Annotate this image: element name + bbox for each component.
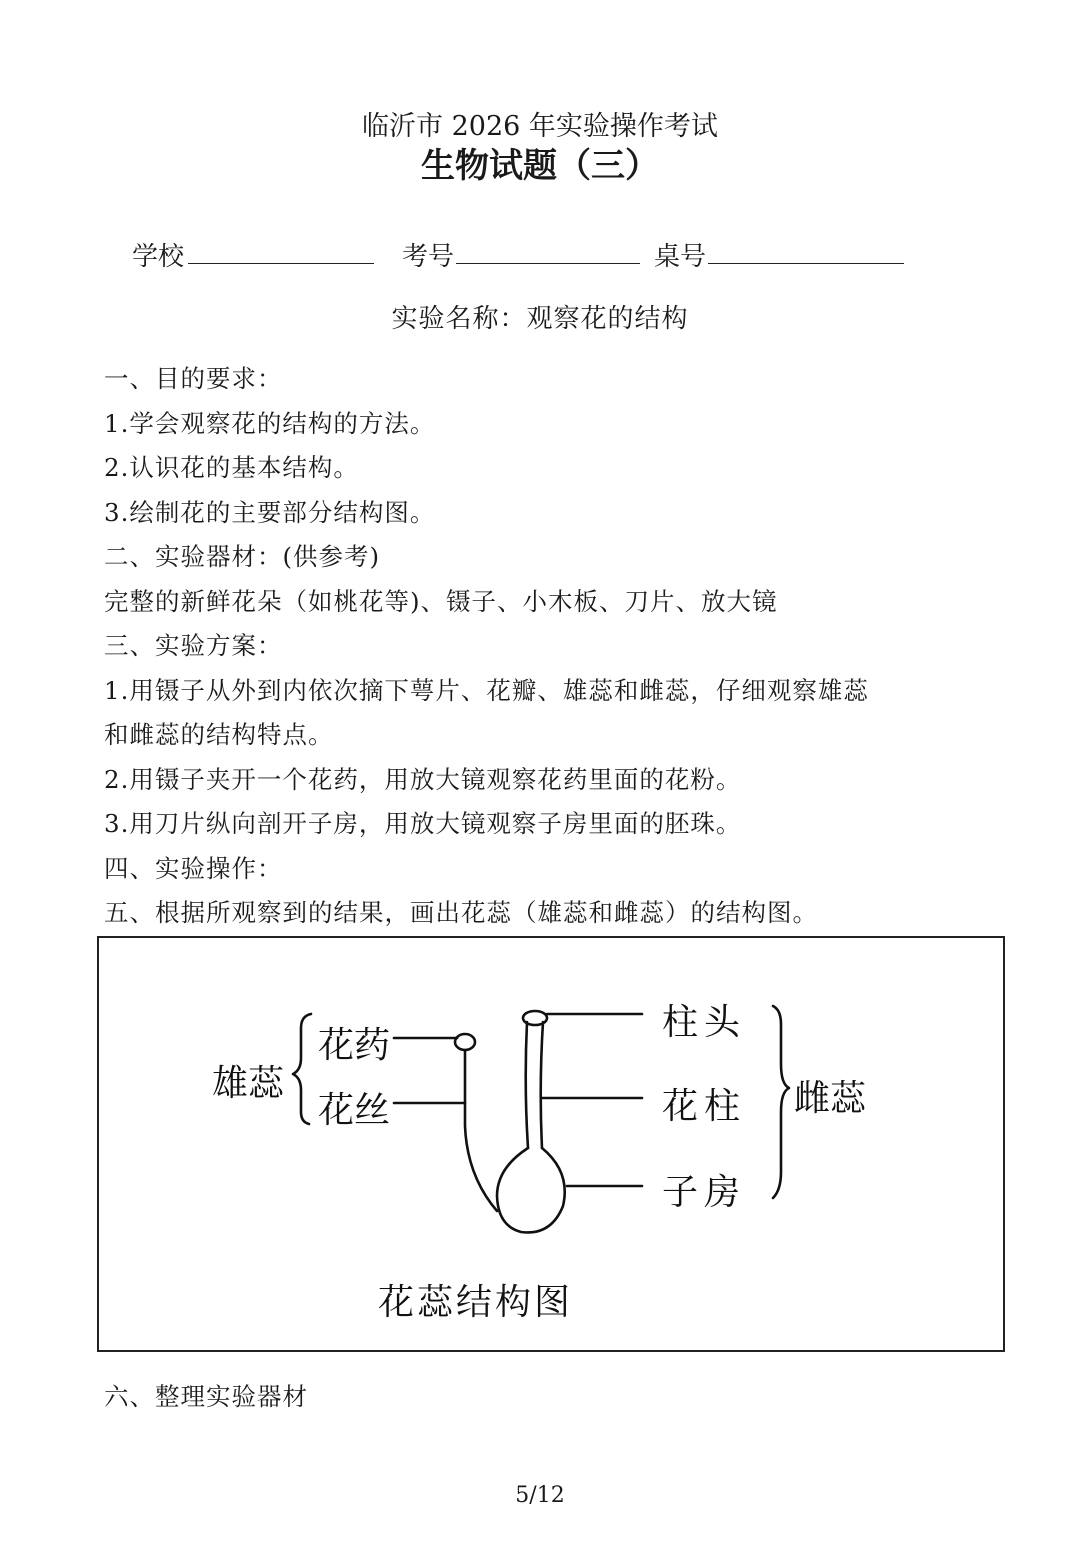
- section-line: 二、实验器材：(供参考): [104, 542, 381, 571]
- style-label: 花柱: [662, 1086, 747, 1127]
- anther-shape: [455, 1034, 475, 1050]
- desk-no-field[interactable]: [708, 263, 904, 264]
- section-line: 1.学会观察花的结构的方法。: [104, 409, 436, 438]
- stigma-label: 柱头: [662, 1002, 747, 1043]
- exam-title: 临沂市 2026 年实验操作考试: [362, 111, 718, 142]
- final-section: 六、整理实验器材: [104, 1382, 308, 1411]
- section-line: 一、目的要求：: [104, 364, 283, 393]
- filament-line: [465, 1050, 497, 1211]
- section-line: 完整的新鲜花朵（如桃花等)、镊子、小木板、刀片、放大镜: [104, 587, 778, 616]
- section-line: 3.绘制花的主要部分结构图。: [104, 498, 436, 527]
- stamen-brace: [293, 1014, 311, 1124]
- filament-label: 花丝: [318, 1090, 391, 1131]
- page-number: 5/12: [515, 1483, 565, 1508]
- desk-no-label: 桌号: [654, 242, 707, 272]
- section-line: 五、根据所观察到的结果，画出花蕊（雄蕊和雌蕊）的结构图。: [104, 898, 818, 927]
- school-label: 学校: [132, 242, 185, 272]
- school-field[interactable]: [188, 263, 374, 264]
- pistil-brace: [773, 1006, 789, 1198]
- diagram-caption: 花蕊结构图: [378, 1282, 574, 1323]
- section-line: 四、实验操作：: [104, 854, 283, 883]
- pistil-label: 雌蕊: [794, 1078, 867, 1119]
- section-line: 2.用镊子夹开一个花药，用放大镜观察花药里面的花粉。: [104, 765, 742, 794]
- ovary-label: 子房: [662, 1172, 747, 1213]
- subject-title: 生物试题（三）: [421, 146, 659, 186]
- ovary-shape: [497, 1148, 565, 1232]
- section-line: 和雌蕊的结构特点。: [104, 720, 334, 749]
- section-line: 1.用镊子从外到内依次摘下萼片、花瓣、雄蕊和雌蕊，仔细观察雄蕊: [104, 676, 869, 705]
- stamen-label: 雄蕊: [212, 1063, 285, 1104]
- exam-no-field[interactable]: [456, 263, 640, 264]
- section-line: 三、实验方案：: [104, 631, 283, 660]
- anther-label: 花药: [318, 1025, 391, 1066]
- section-line: 2.认识花的基本结构。: [104, 453, 359, 482]
- style-shape: [526, 1022, 543, 1148]
- section-line: 3.用刀片纵向剖开子房，用放大镜观察子房里面的胚珠。: [104, 809, 742, 838]
- exam-no-label: 考号: [402, 242, 455, 272]
- experiment-name: 实验名称：观察花的结构: [391, 304, 689, 334]
